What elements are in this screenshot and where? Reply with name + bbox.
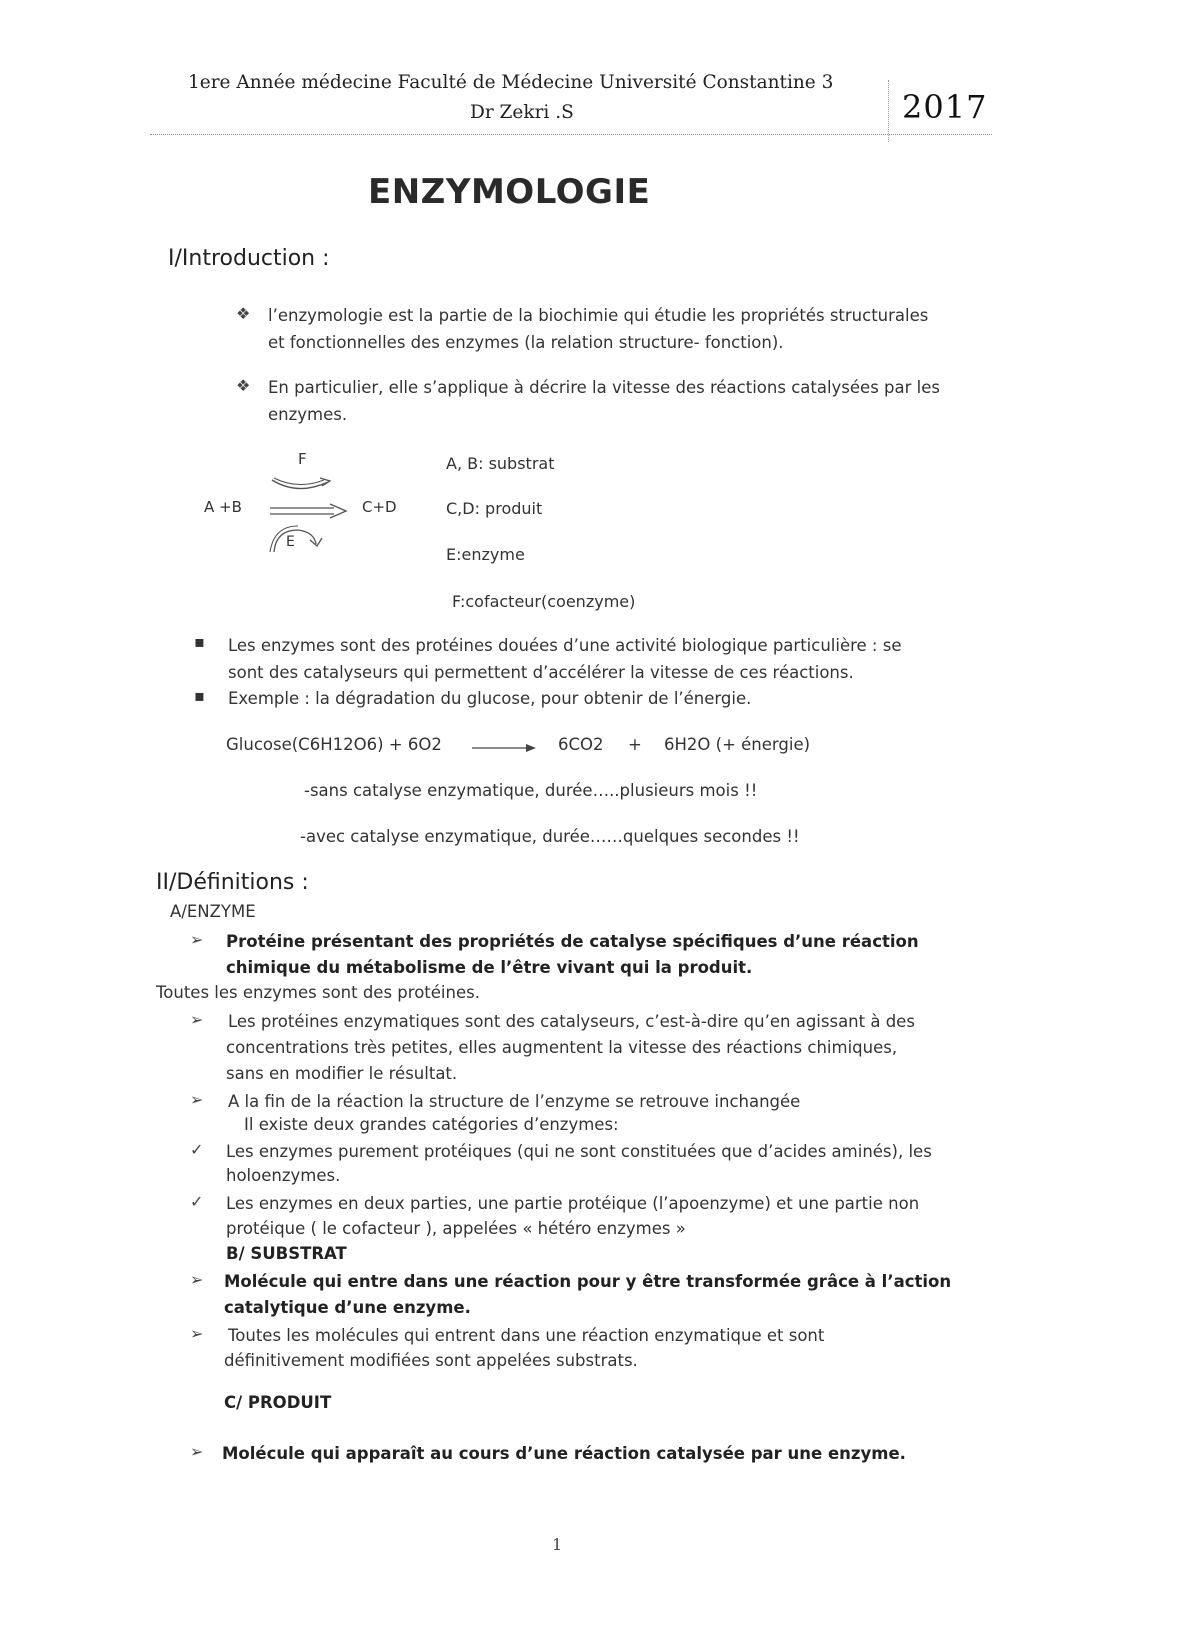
product-subheading: C/ PRODUIT: [224, 1393, 332, 1412]
intro-paragraph-2-line-2: enzymes.: [268, 405, 348, 424]
arrow-bullet-icon: ➢: [190, 1442, 204, 1461]
cofactor-curved-arrow-icon: [268, 474, 338, 496]
page-title: ENZYMOLOGIE: [368, 172, 651, 212]
intro-paragraph-1-line-2: et fonctionnelles des enzymes (la relation structure- fonction).: [268, 333, 784, 352]
catalyst-line-1: Les protéines enzymatiques sont des catalyseurs, c’est-à-dire qu’en agissant à des: [228, 1012, 915, 1031]
diagram-cofactor-label: F: [298, 450, 307, 468]
header-year: 2017: [902, 88, 988, 126]
example-statement: Exemple : la dégradation du glucose, pour obtenir de l’énergie.: [228, 689, 752, 708]
category-1-line-2: holoenzymes.: [226, 1166, 341, 1185]
diagram-enzyme-label: E: [286, 534, 295, 550]
catalyst-line-2: concentrations très petites, elles augmentent la vitesse des réactions chimiques,: [226, 1038, 898, 1057]
substrate-definition-line-1: Molécule qui entre dans une réaction pour y être transformée grâce à l’action: [224, 1272, 952, 1291]
header-author: Dr Zekri .S: [470, 102, 574, 123]
arrow-bullet-icon: ➢: [190, 1090, 204, 1109]
square-bullet-icon: ▪: [194, 632, 205, 651]
substrate-subheading: B/ SUBSTRAT: [226, 1244, 347, 1263]
arrow-bullet-icon: ➢: [190, 930, 204, 949]
category-2-line-1: Les enzymes en deux parties, une partie protéique (l’apoenzyme) et une partie non: [226, 1194, 920, 1213]
enzyme-definition-line-1: Protéine présentant des propriétés de catalyse spécifiques d’une réaction: [226, 932, 919, 951]
without-catalysis-note: -sans catalyse enzymatique, durée…..plusieurs mois !!: [304, 781, 758, 800]
header-rule: [150, 134, 992, 135]
substrate-definition-line-2: catalytique d’une enzyme.: [224, 1298, 471, 1317]
product-definition: Molécule qui apparaît au cours d’une réaction catalysée par une enzyme.: [222, 1444, 906, 1463]
check-bullet-icon: ✓: [190, 1140, 204, 1159]
legend-product: C,D: produit: [446, 499, 543, 518]
intro-paragraph-2-line-1: En particulier, elle s’applique à décrire la vitesse des réactions catalysées par les: [268, 378, 940, 397]
arrow-bullet-icon: ➢: [190, 1010, 204, 1029]
diamond-bullet-icon: ❖: [236, 304, 251, 323]
enzyme-statement-line-2: sont des catalyseurs qui permettent d’accélérer la vitesse de ces réactions.: [228, 663, 854, 682]
legend-substrate: A, B: substrat: [446, 454, 555, 473]
substrate-note-line-1: Toutes les molécules qui entrent dans une réaction enzymatique et sont: [228, 1326, 825, 1345]
definitions-heading: II/Définitions :: [156, 870, 309, 895]
arrow-bullet-icon: ➢: [190, 1270, 204, 1289]
diagram-reactants: A +B: [204, 498, 242, 516]
legend-enzyme: E:enzyme: [446, 545, 525, 564]
equation-plus: +: [628, 735, 642, 754]
square-bullet-icon: ▪: [194, 686, 205, 705]
diagram-products: C+D: [362, 498, 397, 516]
header-separator: [888, 80, 889, 142]
category-2-line-2: protéique ( le cofacteur ), appelées « hétéro enzymes »: [226, 1219, 686, 1238]
arrow-bullet-icon: ➢: [190, 1324, 204, 1343]
legend-cofactor: F:cofacteur(coenzyme): [452, 592, 636, 611]
diamond-bullet-icon: ❖: [236, 376, 251, 395]
equation-products: 6H2O (+ énergie): [664, 735, 811, 754]
equation-reactants: Glucose(C6H12O6) + 6O2: [226, 735, 442, 754]
intro-paragraph-1-line-1: l’enzymologie est la partie de la biochimie qui étudie les propriétés structurales: [268, 306, 929, 325]
enzyme-subheading: A/ENZYME: [170, 902, 256, 921]
enzyme-curved-arrow-icon: [268, 526, 328, 556]
all-enzymes-proteins: Toutes les enzymes sont des protéines.: [156, 983, 480, 1002]
check-bullet-icon: ✓: [190, 1192, 204, 1211]
enzyme-statement-line-1: Les enzymes sont des protéines douées d’une activité biologique particulière : se: [228, 636, 902, 655]
intro-heading: I/Introduction :: [168, 246, 330, 271]
with-catalysis-note: -avec catalyse enzymatique, durée……quelques secondes !!: [300, 827, 800, 846]
enzyme-unchanged: A la fin de la réaction la structure de l’enzyme se retrouve inchangée: [228, 1092, 801, 1111]
equation-co2: 6CO2: [558, 735, 604, 754]
category-1-line-1: Les enzymes purement protéiques (qui ne sont constituées que d’acides aminés), les: [226, 1142, 932, 1161]
reaction-arrow-icon: [268, 502, 350, 520]
enzyme-categories-intro: Il existe deux grandes catégories d’enzymes:: [244, 1115, 619, 1134]
header-line-1: 1ere Année médecine Faculté de Médecine Université Constantine 3: [188, 72, 834, 93]
enzyme-definition-line-2: chimique du métabolisme de l’être vivant qui la produit.: [226, 958, 753, 977]
page-number: 1: [552, 1535, 563, 1554]
catalyst-line-3: sans en modifier le résultat.: [226, 1064, 458, 1083]
substrate-note-line-2: définitivement modifiées sont appelées substrats.: [224, 1351, 638, 1370]
equation-arrow-icon: [470, 742, 540, 754]
